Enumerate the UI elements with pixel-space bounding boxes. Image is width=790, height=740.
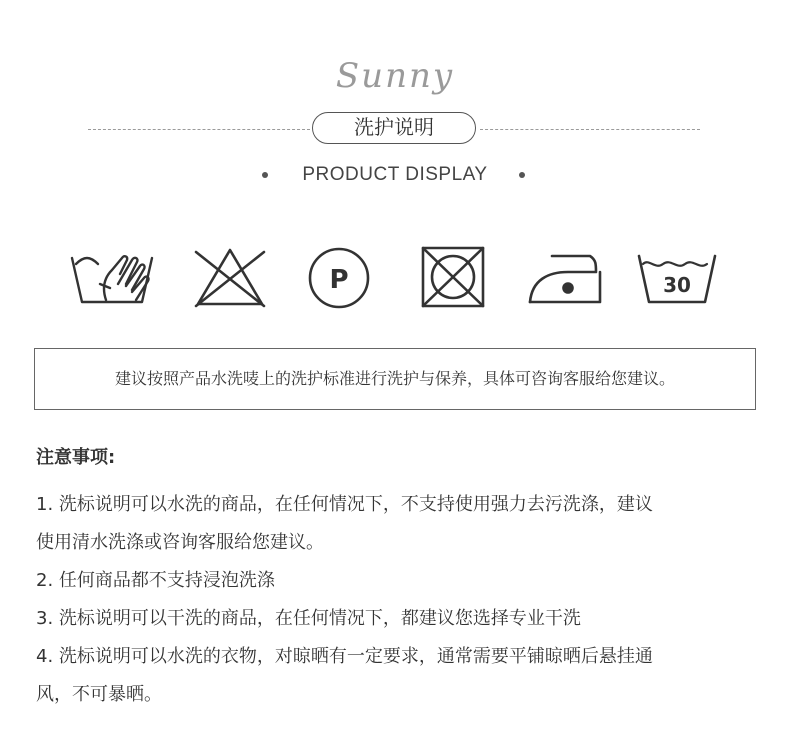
bullet-right <box>519 172 525 178</box>
care-notice: 建议按照产品水洗唛上的洗护标准进行洗护与保养，具体可咨询客服给您建议。 <box>34 348 756 410</box>
care-icons-row <box>0 244 790 314</box>
note-line: 2. 任何商品都不支持浸泡洗涤 <box>36 570 275 591</box>
do-not-tumble-dry-icon <box>411 244 495 310</box>
note-line: 1. 洗标说明可以水洗的商品，在任何情况下，不支持使用强力去污洗涤，建议 <box>36 494 653 515</box>
divider-left <box>88 129 310 130</box>
wash-30-icon <box>635 244 719 310</box>
do-not-bleach-icon <box>188 244 272 310</box>
notes-heading: 注意事项: <box>36 447 116 468</box>
note-line: 使用清水洗涤或咨询客服给您建议。 <box>36 532 324 553</box>
dry-clean-p-icon <box>297 244 381 310</box>
notes-section <box>36 440 766 714</box>
note-line: 风，不可暴晒。 <box>36 684 162 705</box>
hand-wash-icon <box>70 244 154 310</box>
divider-right <box>480 129 700 130</box>
iron-low-icon <box>524 244 608 310</box>
brand-logo: Sunny <box>335 56 455 96</box>
note-line: 4. 洗标说明可以水洗的衣物，对晾晒有一定要求，通常需要平铺晾晒后悬挂通 <box>36 646 653 667</box>
note-line: 3. 洗标说明可以干洗的商品，在任何情况下，都建议您选择专业干洗 <box>36 608 581 629</box>
page-title: 洗护说明 <box>312 112 476 144</box>
wash-30-label: 30 <box>663 273 691 297</box>
dry-clean-p-label: P <box>329 265 349 295</box>
page-subtitle: PRODUCT DISPLAY <box>302 164 488 185</box>
